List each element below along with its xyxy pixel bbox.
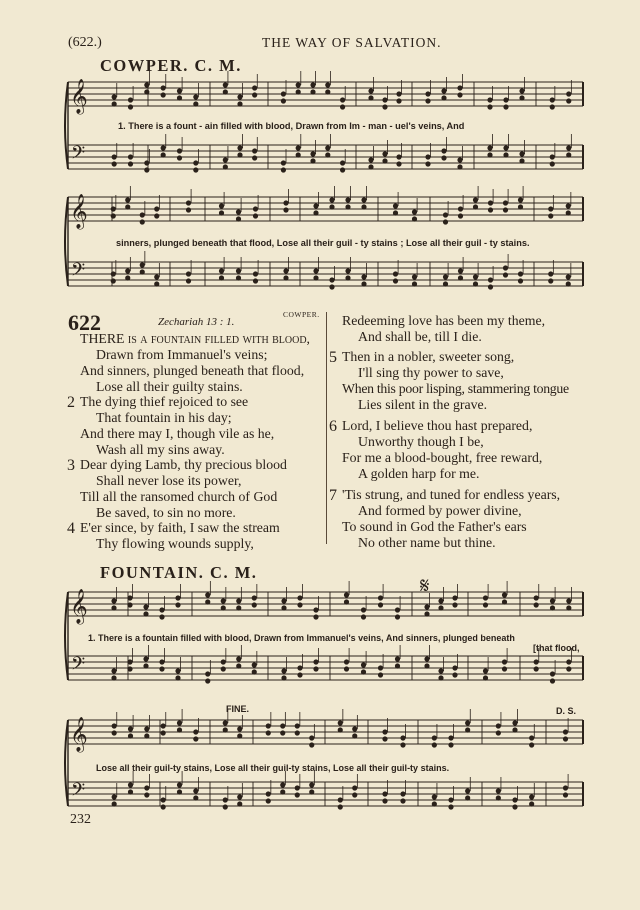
svg-text:𝄢: 𝄢: [71, 780, 86, 805]
da-segno-marking: D. S.: [556, 706, 577, 716]
tune1-lyrics-line1: 1. There is a fount - ain filled with blood, Drawn from Im - man - uel's veins, And: [118, 121, 465, 131]
fine-marking: FINE.: [226, 704, 250, 714]
svg-text:𝄞: 𝄞: [70, 589, 88, 624]
svg-text:𝄞: 𝄞: [70, 194, 88, 229]
stanza-1: THERE is a fountain filled with blood, Drawn from Immanuel's veins; And sinners, plunged beneath that flood, Lose all their guilty stains.: [80, 331, 311, 394]
stanza-3: 3 Dear dying Lamb, thy precious blood Shall never lose its power, Till all the ransomed church of God Be saved, to sin no more.: [67, 457, 287, 520]
tune2-lyrics-line2: Lose all their guil-ty stains, Lose all their guil-ty stains, Lose all their guil-ty stains.: [96, 763, 450, 773]
running-title: THE WAY OF SALVATION.: [262, 35, 442, 50]
tune-title-fountain: FOUNTAIN. C. M.: [100, 563, 258, 582]
scripture-reference: Zechariah 13 : 1.: [158, 316, 235, 328]
svg-text:𝄞: 𝄞: [70, 717, 88, 752]
tune-title-cowper: COWPER. C. M.: [100, 56, 242, 75]
stanza-7: 7 'Tis strung, and tuned for endless years, And formed by power divine, To sound in God the Father's ears No other name but thine.: [329, 487, 561, 550]
page-number: 232: [70, 812, 91, 827]
hymn-number: 622: [68, 310, 101, 335]
tune2-lyrics-line1-turnover: [that flood,: [533, 643, 580, 653]
column-divider: [326, 312, 327, 544]
stanza-4-continued: Redeeming love has been my theme, And shall be, till I die.: [342, 313, 546, 344]
stanza-5: 5 Then in a nobler, sweeter song, I'll sing thy power to save, When this poor lisping, stammering tongue Lies silent in the grave.: [329, 349, 569, 412]
svg-text:𝄢: 𝄢: [71, 654, 86, 679]
stanza-4: 4 E'er since, by faith, I saw the stream Thy flowing wounds supply,: [67, 520, 280, 551]
segno-sign: 𝄋: [420, 574, 430, 599]
svg-text:𝄢: 𝄢: [71, 260, 86, 285]
stanza-2: 2 The dying thief rejoiced to see That fountain in his day; And there may I, though vile as he, Wash all my sins away.: [67, 394, 275, 457]
page-reference: (622.): [68, 35, 102, 50]
svg-text:𝄞: 𝄞: [70, 79, 88, 114]
author-name: COWPER.: [283, 310, 320, 319]
svg-text:𝄢: 𝄢: [71, 143, 86, 168]
drop-cap: T: [80, 331, 89, 346]
tune1-lyrics-line2: sinners, plunged beneath that flood, Lose all their guil - ty stains ; Lose all their guil - ty stains.: [116, 238, 530, 248]
stanza-6: 6 Lord, I believe thou hast prepared, Unworthy though I be, For me a blood-bought, free reward, A golden harp for me.: [329, 418, 543, 481]
tune2-lyrics-line1: 1. There is a fountain filled with blood, Drawn from Immanuel's veins, And sinners, plunged beneath: [88, 633, 515, 643]
